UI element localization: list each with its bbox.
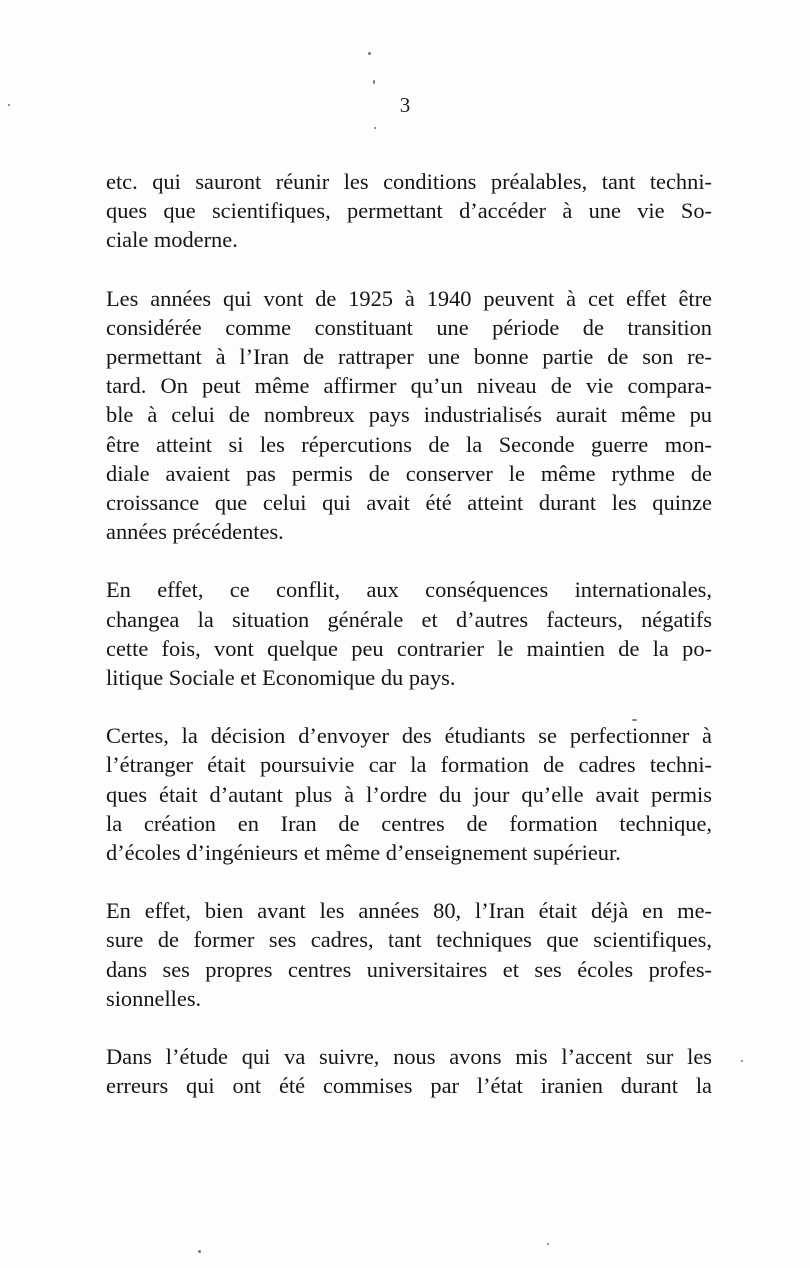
text-line: sure de former ses cadres, tant techniques que scientifiques, [106, 927, 712, 953]
scan-speck [373, 80, 375, 84]
text-line: d’écoles d’ingénieurs et même d’enseignement supérieur. [106, 840, 621, 866]
text-line: ble à celui de nombreux pays industrialisés aurait même pu [106, 402, 712, 428]
scan-speck [374, 127, 376, 129]
text-line: sionnelles. [106, 985, 202, 1011]
page-number: 3 [399, 93, 411, 117]
text-line: considérée comme constituant une période de transition [106, 314, 712, 340]
text-line: la création en Iran de centres de formation technique, [106, 810, 712, 836]
text-line: ques était d’autant plus à l’ordre du jour qu’elle avait permis [106, 781, 712, 807]
scan-speck [547, 1243, 549, 1245]
text-line: Les années qui vont de 1925 à 1940 peuvent à cet effet être [106, 285, 712, 311]
text-line: croissance que celui qui avait été atteint durant les quinze [106, 490, 712, 516]
text-line: années précédentes. [106, 519, 284, 545]
text-line: l’étranger était poursuivie car la formation de cadres techni- [106, 752, 712, 778]
text-line: tard. On peut même affirmer qu’un niveau de vie compara- [106, 373, 712, 399]
scan-speck [632, 719, 637, 721]
scan-speck [741, 1060, 743, 1062]
paragraph-6 [106, 1042, 712, 1100]
paragraph-5 [106, 896, 712, 1013]
paragraph-4 [106, 721, 712, 867]
text-line: dans ses propres centres universitaires et ses écoles profes- [106, 956, 712, 982]
text-line: ques que scientifiques, permettant d’accéder à une vie So- [106, 198, 712, 224]
text-line: permettant à l’Iran de rattraper une bonne partie de son re- [106, 344, 712, 370]
paragraph-1 [106, 167, 712, 255]
text-line: ciale moderne. [106, 227, 238, 253]
text-line: etc. qui sauront réunir les conditions préalables, tant techni- [106, 169, 712, 194]
text-line: Certes, la décision d’envoyer des étudiants se perfectionner à [106, 723, 712, 749]
text-line: diale avaient pas permis de conserver le même rythme de [106, 460, 712, 486]
text-line: En effet, ce conflit, aux conséquences internationales, [106, 577, 712, 603]
text-line: cette fois, vont quelque peu contrarier le maintien de la po- [106, 635, 712, 661]
paragraph-2 [106, 284, 712, 547]
text-line: être atteint si les répercutions de la Seconde guerre mon- [106, 431, 712, 457]
text-line: Dans l’étude qui va suivre, nous avons mis l’accent sur les [106, 1044, 712, 1070]
text-line: litique Sociale et Economique du pays. [106, 665, 456, 691]
scan-speck [198, 1250, 201, 1253]
paragraph-3 [106, 575, 712, 692]
scan-speck [8, 104, 10, 106]
text-line: En effet, bien avant les années 80, l’Iran était déjà en me- [106, 898, 712, 924]
body-text [106, 167, 712, 1129]
text-line: erreurs qui ont été commises par l’état iranien durant la [106, 1073, 712, 1099]
scan-speck [368, 52, 371, 55]
text-line: changea la situation générale et d’autres facteurs, négatifs [106, 606, 712, 632]
